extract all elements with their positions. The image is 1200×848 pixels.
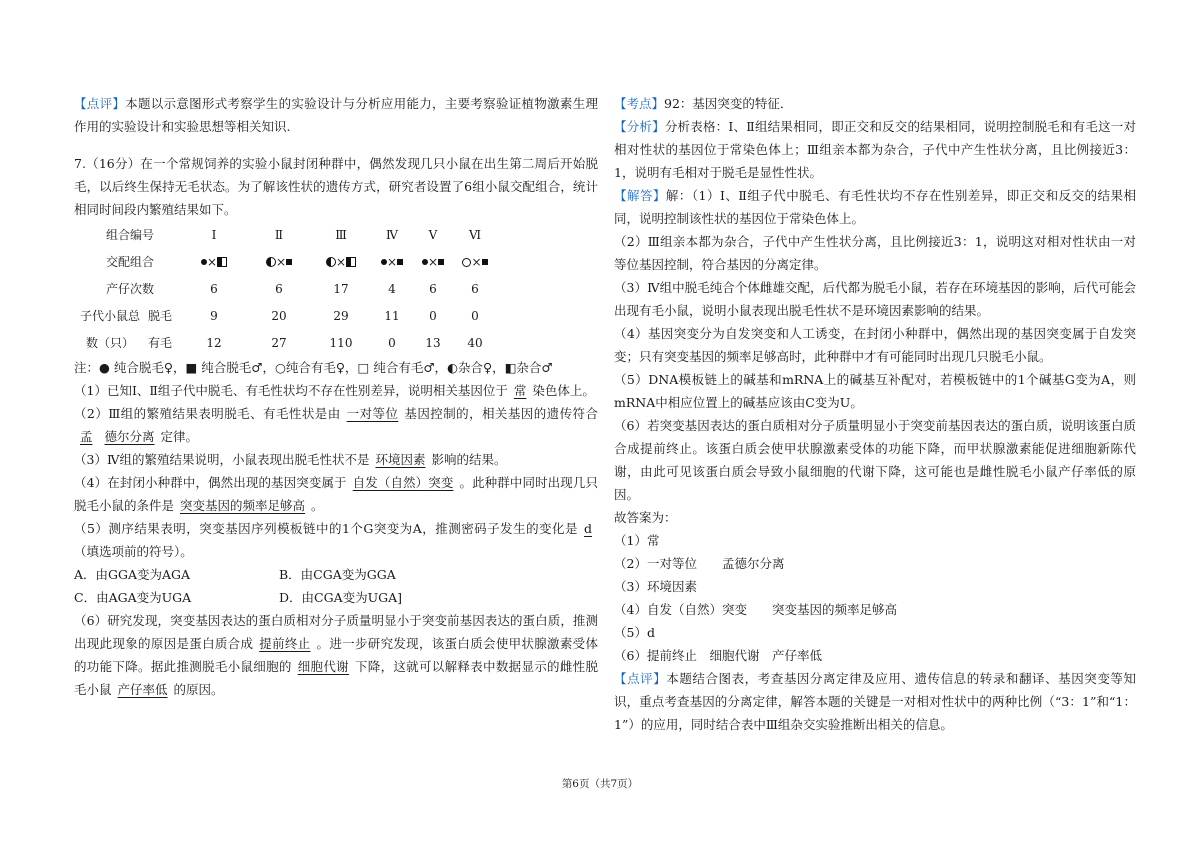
q3-text: （3）Ⅳ组的繁殖结果说明，小鼠表现出脱毛性状不是 xyxy=(74,452,370,467)
bald-cell: 20 xyxy=(271,308,287,323)
comment xyxy=(614,667,1136,736)
answer-1: （1）常 xyxy=(614,533,660,548)
question-7-6 xyxy=(74,609,598,701)
times-cell: 6 xyxy=(275,281,283,296)
times-cell: 6 xyxy=(429,281,437,296)
q4-text-mid: 。此种群中同时出现几只脱毛小鼠的条件是 xyxy=(74,475,598,513)
q4-text-end: 。 xyxy=(311,498,324,513)
q4-text: （4）在封闭小种群中，偶然出现的基因突变属于 xyxy=(74,475,347,490)
page-footer: 第6页（共7页） xyxy=(561,778,639,790)
solution-4: （4）基因突变分为自发突变和人工诱变，在封闭小种群中，偶然出现的基因突变属于自发突变；只有突变基因的频率足够高时，此种群中才有可能同时出现几只脱毛小鼠。 xyxy=(614,326,1136,364)
cross-cell-2 xyxy=(248,248,310,275)
times-cell: 4 xyxy=(388,281,396,296)
bald-cell: 29 xyxy=(333,308,349,323)
question-7-3 xyxy=(74,448,598,471)
bald-cell: 9 xyxy=(210,308,218,323)
analysis xyxy=(614,115,1136,184)
hair-cell: 27 xyxy=(271,335,287,350)
q5-answer: d xyxy=(583,521,592,536)
group-cell: Ⅱ xyxy=(274,227,284,242)
solution-2: （2）Ⅲ组亲本都为杂合，子代中产生性状分离，且比例接近3：1，说明这对相对性状由一对等位基因控制，符合基因的分离定律。 xyxy=(614,234,1136,272)
group-cell: Ⅵ xyxy=(468,227,482,242)
hetero-male-icon xyxy=(217,257,227,267)
q1-text-end: 染色体上。 xyxy=(532,383,595,398)
hair-cell: 13 xyxy=(425,335,441,350)
q6-text: （6）研究发现，突变基因表达的蛋白质相对分子质量明显小于突变前基因表达的蛋白质，推测出现此现象的原因是蛋白质合成 xyxy=(74,613,598,651)
comment-text: 本题结合图表，考查基因分离定律及应用、遗传信息的转录和翻译、基因突变等知识，重点考查基因的分离定律，解答本题的关键是一对相对性状中的两种比例（“3：1”和“1：1”）的应用，同时结合表中Ⅲ组杂交实验推断出相关的信息。 xyxy=(614,671,1136,732)
q3-answer: 环境因素 xyxy=(375,452,426,467)
knowledge-tag: 【考点】 xyxy=(614,96,665,111)
q2-answer-1: 一对等位 xyxy=(346,406,399,421)
cross-cell-3 xyxy=(310,248,372,275)
solution-6: （6）若突变基因表达的蛋白质相对分子质量明显小于突变前基因表达的蛋白质，说明该蛋白质合成提前终止。该蛋白质会使甲状腺激素受体的功能下降，而甲状腺激素能促进细胞新陈代谢，由此可见该蛋白质会导致小鼠细胞的代谢下降，这可能也是雌性脱毛小鼠产仔率低的原因。 xyxy=(614,418,1136,502)
q6-text-end: 的原因。 xyxy=(173,682,224,697)
times-cell: 17 xyxy=(333,281,349,296)
cross-sep: × xyxy=(206,254,218,269)
question-7-4 xyxy=(74,471,598,517)
knowledge-text: 92：基因突变的特征． xyxy=(664,96,793,111)
question-7-1 xyxy=(74,379,598,402)
q4-answer-2: 突变基因的频率足够高 xyxy=(180,498,306,513)
solution-1 xyxy=(614,184,1136,230)
q6-answer-3: 产仔率低 xyxy=(117,682,168,697)
table-row xyxy=(80,302,496,329)
row-label-times: 产仔次数 xyxy=(105,282,154,296)
cross-cell-4 xyxy=(372,248,412,275)
q6-answer-2: 细胞代谢 xyxy=(297,659,349,674)
hair-cell: 0 xyxy=(388,335,396,350)
answer-4: （4）自发（自然）突变 突变基因的频率足够高 xyxy=(614,602,897,617)
cross-sep: × xyxy=(471,254,482,269)
review-text: 本题以示意图形式考察学生的实验设计与分析应用能力，主要考察验证植物激素生理作用的实验设计和实验思想等相关知识. xyxy=(74,96,598,134)
cross-cell-5 xyxy=(412,248,454,275)
q6-answer-1: 提前终止 xyxy=(259,636,311,651)
bald-male-icon xyxy=(286,259,292,265)
solution-tag: 【解答】 xyxy=(614,188,666,203)
bald-cell: 0 xyxy=(471,308,479,323)
question-7-5 xyxy=(74,517,598,563)
q1-answer: 常 xyxy=(513,383,527,398)
q4-answer-1: 自发（自然）突变 xyxy=(352,475,454,490)
options-row-1 xyxy=(74,563,598,586)
left-column xyxy=(74,92,598,701)
comment-tag: 【点评】 xyxy=(614,671,667,686)
row-label-bald: 脱毛 xyxy=(147,309,172,323)
hetero-male-icon xyxy=(346,257,356,267)
cross-cell-6 xyxy=(454,248,496,275)
answer-title: 故答案为： xyxy=(614,510,677,525)
table-row xyxy=(80,329,496,356)
hetero-female-icon xyxy=(266,257,276,267)
breeding-results-table xyxy=(80,221,496,356)
hair-cell: 12 xyxy=(206,335,222,350)
times-cell: 6 xyxy=(210,281,218,296)
answer-5: （5）d xyxy=(614,625,655,640)
group-cell: Ⅰ xyxy=(211,227,217,242)
row-label-total-a: 子代小鼠总 xyxy=(80,309,141,323)
answer-2: （2）一对等位 孟德尔分离 xyxy=(614,556,785,571)
q2-text-mid: 基因控制的，相关基因的遗传符合 xyxy=(404,406,598,421)
review-paragraph xyxy=(74,92,598,138)
answer-3: （3）环境因素 xyxy=(614,579,697,594)
q3-text-end: 影响的结果。 xyxy=(431,452,507,467)
option-d: D．由CGA变为UGA] xyxy=(279,590,403,605)
bald-cell: 0 xyxy=(429,308,437,323)
hetero-female-icon xyxy=(326,257,336,267)
solution-3: （3）Ⅳ组中脱毛纯合个体雌雄交配，后代都为脱毛小鼠，若存在环境基因的影响，后代可能会出现有毛小鼠，说明小鼠表现出脱毛性状不是环境因素影响的结果。 xyxy=(614,280,1136,318)
analysis-text: 分析表格：Ⅰ、Ⅱ组结果相同，即正交和反交的结果相同，说明控制脱毛和有毛这一对相对性状的基因位于常染色体上；Ⅲ组亲本都为杂合，子代中产生性状分离，且比例接近3：1，说明有毛相对于脱毛是显性性状。 xyxy=(614,119,1136,180)
solution-5: （5）DNA模板链上的碱基和mRNA上的碱基互补配对，若模板链中的1个碱基G变为A，则mRNA中相应位置上的碱基应该由C变为U。 xyxy=(614,372,1136,410)
q2-answer-2b: 德尔分离 xyxy=(104,429,155,444)
bald-male-icon xyxy=(482,259,488,265)
knowledge-point xyxy=(614,92,1136,115)
cross-sep: × xyxy=(335,254,347,269)
question-7-intro: 7.（16分）在一个常规饲养的实验小鼠封闭种群中，偶然发现几只小鼠在出生第二周后开始脱毛，以后终生保持无毛状态。为了解该性状的遗传方式，研究者设置了6组小鼠交配组合，统计相同时间段内繁殖结果如下。 xyxy=(74,156,598,217)
q5-text-end: （填选项前的符号）。 xyxy=(74,544,193,559)
q6-text-mid: 。进一步研究发现，该蛋白质会使甲状腺激素受体的功能下降。据此推测脱毛小鼠细胞的 xyxy=(74,636,598,674)
q2-text-end: 定律。 xyxy=(160,429,199,444)
hair-cell: 40 xyxy=(467,335,483,350)
solution-text-1: 解：（1）Ⅰ、Ⅱ组子代中脱毛、有毛性状均不存在性别差异，即正交和反交的结果相同，说明控制该性状的基因位于常染色体上。 xyxy=(614,188,1136,226)
row-label-group: 组合编号 xyxy=(105,228,154,242)
option-a: A．由GGA变为AGA xyxy=(74,567,191,582)
row-label-total-b: 数（只） xyxy=(85,336,134,350)
bald-male-icon xyxy=(397,259,403,265)
cross-cell-1 xyxy=(180,248,248,275)
right-column xyxy=(614,92,1136,736)
answer-6: （6）提前终止 细胞代谢 产仔率低 xyxy=(614,648,822,663)
row-label-hair: 有毛 xyxy=(147,336,172,350)
table-row xyxy=(80,221,496,248)
group-cell: Ⅴ xyxy=(428,227,438,242)
bald-male-icon xyxy=(438,259,444,265)
q2-text: （2）Ⅲ组的繁殖结果表明脱毛、有毛性状是由 xyxy=(74,406,341,421)
q2-answer-2a: 孟 xyxy=(80,429,93,444)
q6-text-mid-2: 下降，这就可以解释表中数据显示的雌性脱毛小鼠 xyxy=(74,659,598,697)
analysis-tag: 【分析】 xyxy=(614,119,665,134)
q5-text: （5）测序结果表明，突变基因序列模板链中的1个G突变为A，推测密码子发生的变化是 xyxy=(74,521,578,536)
hair-cell: 110 xyxy=(329,335,353,350)
question-7-2 xyxy=(74,402,598,448)
review-tag: 【点评】 xyxy=(74,96,126,111)
row-label-cross: 交配组合 xyxy=(105,255,154,269)
cross-sep: × xyxy=(275,254,287,269)
table-note: 注：● 纯合脱毛♀，■ 纯合脱毛♂，○纯合有毛♀，□ 纯合有毛♂，◐杂合♀，◧杂合♂ xyxy=(74,360,553,375)
q1-text: （1）已知Ⅰ、Ⅱ组子代中脱毛、有毛性状均不存在性别差异，说明相关基因位于 xyxy=(74,383,508,398)
table-row xyxy=(80,275,496,302)
cross-sep: × xyxy=(427,254,439,269)
table-row xyxy=(80,248,496,275)
cross-sep: × xyxy=(386,254,398,269)
times-cell: 6 xyxy=(471,281,479,296)
option-c: C．由AGA变为UGA xyxy=(74,590,192,605)
options-row-2 xyxy=(74,586,598,609)
option-b: B．由CGA变为GGA xyxy=(279,567,396,582)
group-cell: Ⅳ xyxy=(386,227,398,242)
group-cell: Ⅲ xyxy=(335,227,347,242)
bald-cell: 11 xyxy=(384,308,400,323)
